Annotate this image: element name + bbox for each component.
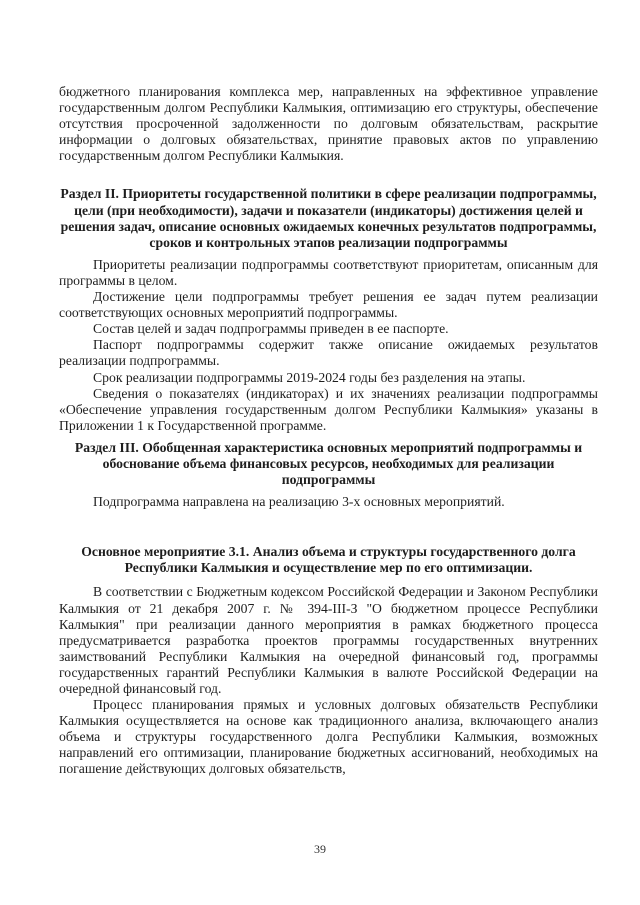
- section-2-paragraph-5: Срок реализации подпрограммы 2019-2024 годы без разделения на этапы.: [93, 369, 526, 385]
- section-3-heading: Раздел III. Обобщенная характеристика основных мероприятий подпрограммы и обоснование объема финансовых ресурсов, необходимых для реализации подпрограммы: [74, 439, 583, 488]
- measure-3-1-paragraph-2: Процесс планирования прямых и условных долговых обязательств Республики Калмыкия осуществляется на основе как традиционного анализа, включающего анализ объема и структуры государственного долга Республики Калмыкия, возможных направлений его оптимизации, планирование бюджетных ассигнований, необходимых на погашение действующих долговых обязательств,: [59, 697, 598, 777]
- measure-3-1-paragraph-1: В соответствии с Бюджетным кодексом Российской Федерации и Законом Республики Калмыкия от 21 декабря 2007 г. № 394-III-З "О бюджетном процессе Республики Калмыкия" при реализации данного мероприятия в рамках бюджетного процесса предусматривается разработка проектов программы государственных внутренних заимствований Республики Калмыкия на очередной финансовый год, программы государственных гарантий Республики Калмыкия в валюте Российской Федерации на очередной финансовый год.: [59, 584, 598, 696]
- page-number: 39: [314, 842, 326, 856]
- section-3-paragraph: Подпрограмма направлена на реализацию 3-х основных мероприятий.: [93, 494, 505, 510]
- section-2-paragraph-2: Достижение цели подпрограммы требует решения ее задач путем реализации соответствующих основных мероприятий подпрограммы.: [59, 289, 598, 321]
- measure-3-1-heading: Основное мероприятие 3.1. Анализ объема и структуры государственного долга Республики Калмыкия и осуществление мер по его оптимизации.: [81, 544, 576, 576]
- section-2-paragraph-3: Состав целей и задач подпрограммы приведен в ее паспорте.: [93, 321, 449, 337]
- section-2-paragraph-1: Приоритеты реализации подпрограммы соответствуют приоритетам, описанным для программы в целом.: [59, 256, 598, 288]
- intro-paragraph: бюджетного планирования комплекса мер, направленных на эффективное управление государственным долгом Республики Калмыкия, оптимизацию его структуры, обеспечение отсутствия просроченной задолженности по долговым обязательствам, раскрытие информации о долговых обязательствах, принятие правовых актов по управлению государственным долгом Республики Калмыкия.: [59, 84, 598, 164]
- section-2-heading: Раздел II. Приоритеты государственной политики в сфере реализации подпрограммы, цели (при необходимости), задачи и показатели (индикаторы) достижения целей и решения задач, описание основных ожидаемых конечных результатов подпрограммы, сроков и контрольных этапов реализации подпрограммы: [60, 186, 597, 250]
- section-2-paragraph-6: Сведения о показателях (индикаторах) и их значениях реализации подпрограммы «Обеспечение управления государственным долгом Республики Калмыкия» указаны в Приложении 1 к Государственной программе.: [59, 385, 598, 433]
- section-2-paragraph-4: Паспорт подпрограммы содержит также описание ожидаемых результатов реализации подпрограммы.: [59, 337, 598, 369]
